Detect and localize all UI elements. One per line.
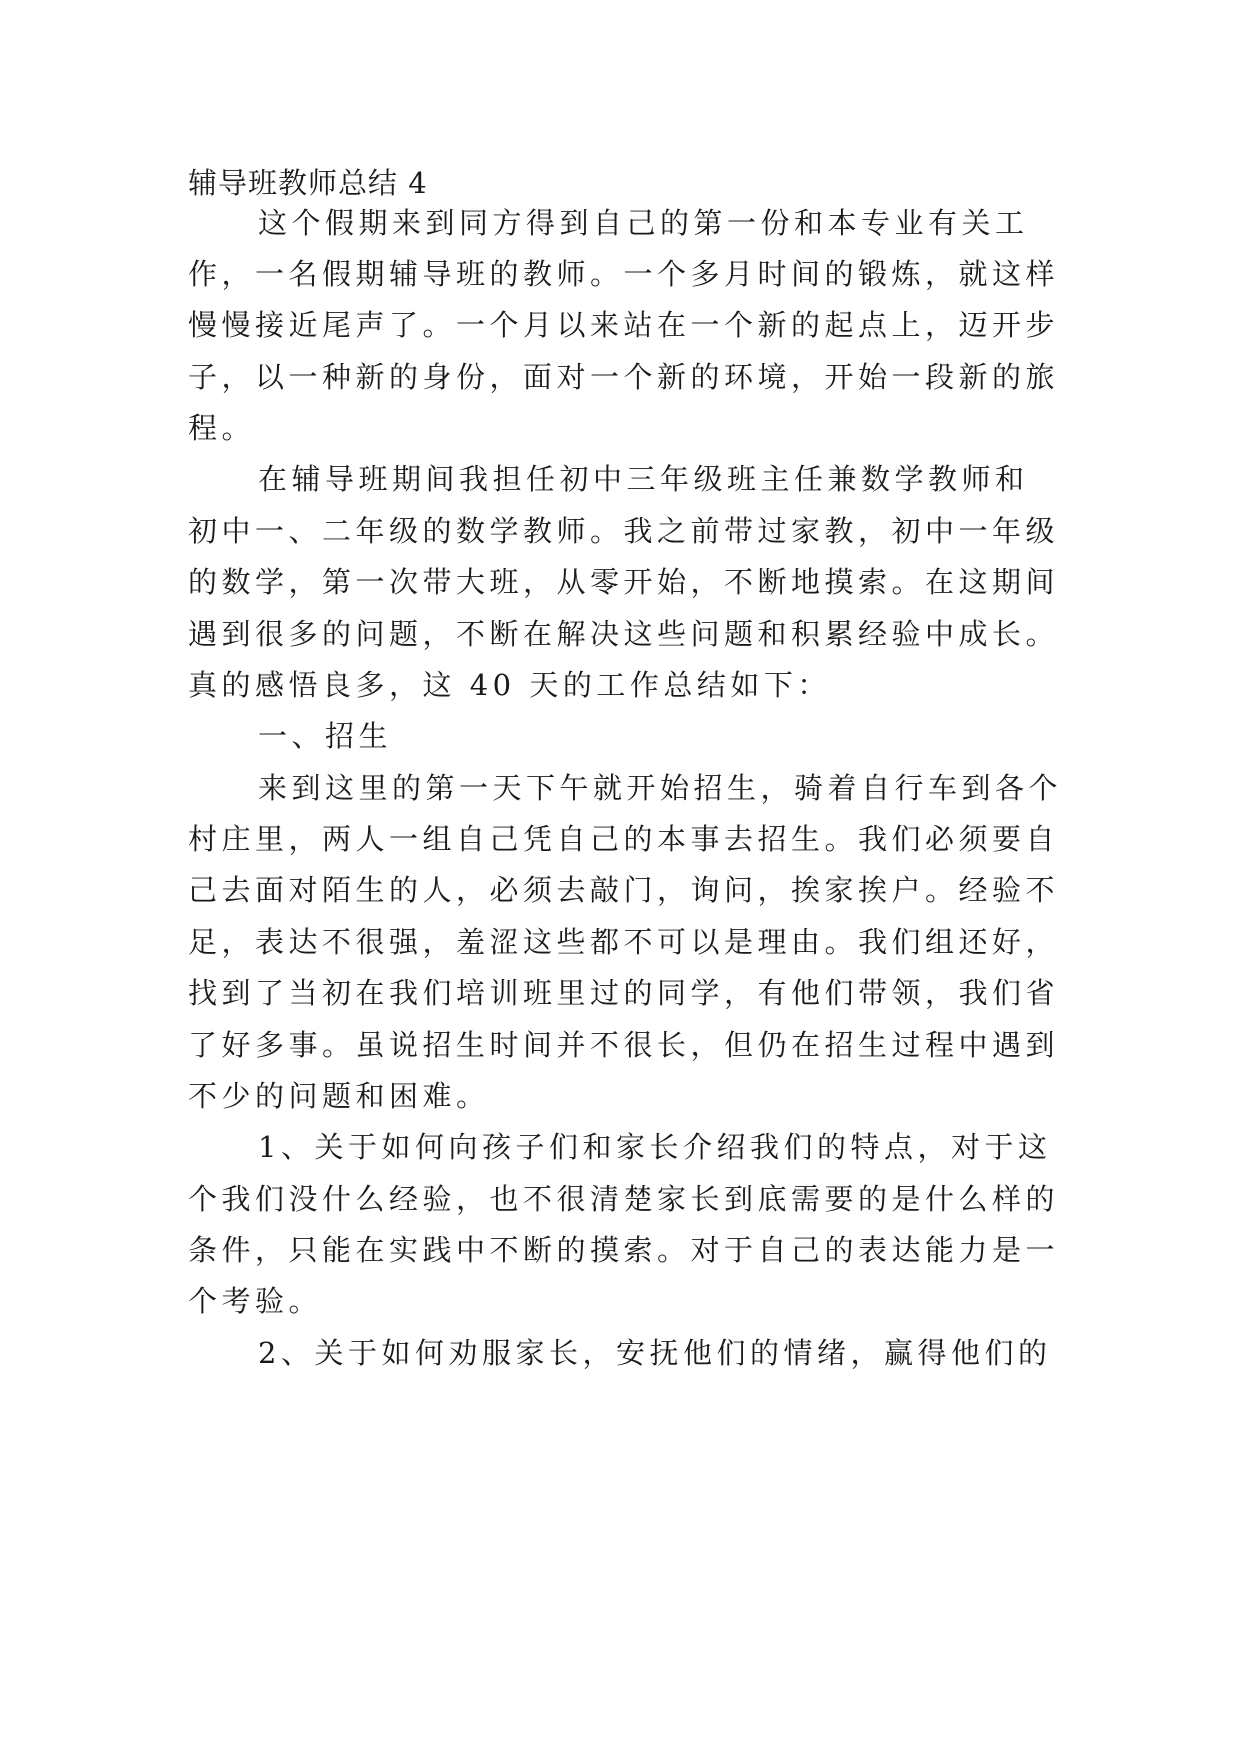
paragraph-line: 的数学，第一次带大班，从零开始，不断地摸索。在这期间 bbox=[188, 565, 1060, 599]
document-title: 辅导班教师总结 4 bbox=[188, 166, 428, 200]
paragraph-line: 了好多事。虽说招生时间并不很长，但仍在招生过程中遇到 bbox=[188, 1028, 1060, 1062]
paragraph-line: 己去面对陌生的人，必须去敲门，询问，挨家挨户。经验不 bbox=[188, 873, 1060, 907]
paragraph-line: 足，表达不很强，羞涩这些都不可以是理由。我们组还好， bbox=[188, 925, 1060, 959]
paragraph-line: 作，一名假期辅导班的教师。一个多月时间的锻炼，就这样 bbox=[188, 257, 1060, 291]
paragraph-line: 在辅导班期间我担任初中三年级班主任兼数学教师和 bbox=[258, 462, 1029, 496]
paragraph-line: 个考验。 bbox=[188, 1284, 323, 1318]
paragraph-line: 1、关于如何向孩子们和家长介绍我们的特点，对于这 bbox=[258, 1130, 1052, 1164]
section-heading: 一、招生 bbox=[258, 719, 393, 753]
paragraph-line: 村庄里，两人一组自己凭自己的本事去招生。我们必须要自 bbox=[188, 822, 1060, 856]
paragraph-line: 真的感悟良多，这 40 天的工作总结如下： bbox=[188, 668, 831, 702]
paragraph-line: 2、关于如何劝服家长，安抚他们的情绪，赢得他们的 bbox=[258, 1336, 1052, 1370]
paragraph-line: 慢慢接近尾声了。一个月以来站在一个新的起点上，迈开步 bbox=[188, 308, 1060, 342]
paragraph-line: 这个假期来到同方得到自己的第一份和本专业有关工 bbox=[258, 206, 1029, 240]
paragraph-line: 来到这里的第一天下午就开始招生，骑着自行车到各个 bbox=[258, 771, 1063, 805]
paragraph-line: 不少的问题和困难。 bbox=[188, 1079, 490, 1113]
paragraph-line: 遇到很多的问题，不断在解决这些问题和积累经验中成长。 bbox=[188, 617, 1060, 651]
paragraph-line: 条件，只能在实践中不断的摸索。对于自己的表达能力是一 bbox=[188, 1233, 1060, 1267]
paragraph-line: 程。 bbox=[188, 411, 256, 445]
paragraph-line: 个我们没什么经验，也不很清楚家长到底需要的是什么样的 bbox=[188, 1182, 1060, 1216]
paragraph-line: 初中一、二年级的数学教师。我之前带过家教，初中一年级 bbox=[188, 514, 1060, 548]
paragraph-line: 找到了当初在我们培训班里过的同学，有他们带领，我们省 bbox=[188, 976, 1060, 1010]
paragraph-line: 子，以一种新的身份，面对一个新的环境，开始一段新的旅 bbox=[188, 360, 1060, 394]
